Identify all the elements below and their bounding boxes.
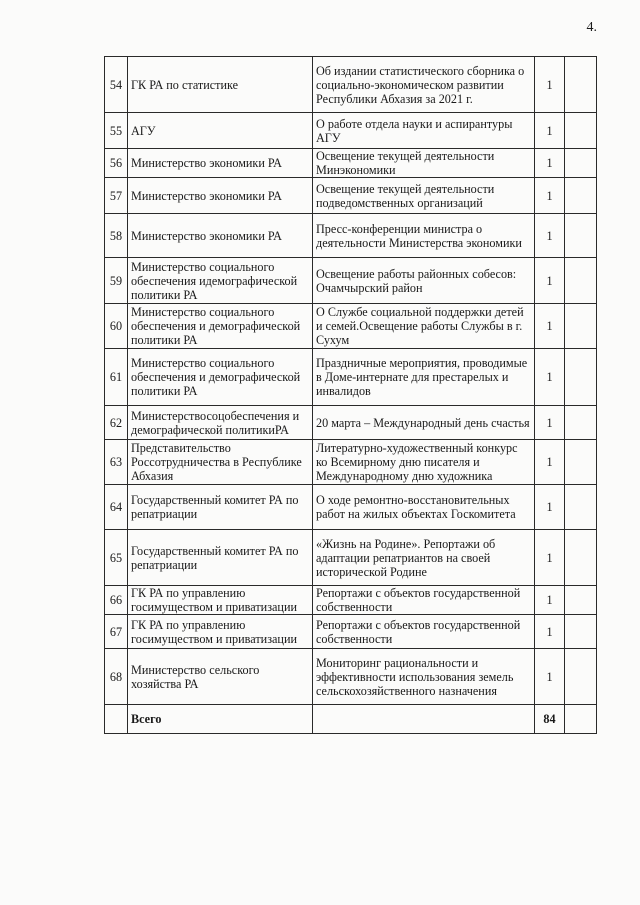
row-number: 66 <box>105 586 128 615</box>
row-extra-cell <box>565 214 597 258</box>
row-number: 59 <box>105 258 128 304</box>
row-extra-cell <box>565 258 597 304</box>
row-count: 1 <box>535 214 565 258</box>
row-topic: Об издании статистического сборника о социально-экономическом развитии Республики Абхазия за 2021 г. <box>313 57 535 113</box>
table-row <box>105 586 597 615</box>
row-organization: Государственный комитет РА по репатриации <box>128 530 313 586</box>
row-number: 67 <box>105 615 128 649</box>
row-topic: Репортажи с объектов государственной собственности <box>313 586 535 615</box>
row-organization: Представительство Россотрудничества в Республике Абхазия <box>128 440 313 485</box>
table-row <box>105 530 597 586</box>
row-count: 1 <box>535 149 565 178</box>
row-organization: Министерство сельского хозяйства РА <box>128 649 313 705</box>
row-topic: Пресс-конференции министра о деятельности Министерства экономики <box>313 214 535 258</box>
row-topic: Освещение текущей деятельности Минэкономики <box>313 149 535 178</box>
report-table <box>104 56 597 734</box>
row-organization: Министерство экономики РА <box>128 214 313 258</box>
row-extra-cell <box>565 649 597 705</box>
table-row <box>105 149 597 178</box>
row-extra-cell <box>565 530 597 586</box>
table-row <box>105 485 597 530</box>
table-row <box>105 214 597 258</box>
row-organization: Министерство социального обеспечения и демографической политики РА <box>128 349 313 406</box>
row-extra-cell <box>565 304 597 349</box>
row-organization: ГК РА по управлению госимуществом и приватизации <box>128 615 313 649</box>
total-extra-cell <box>565 705 597 734</box>
row-count: 1 <box>535 586 565 615</box>
total-count: 84 <box>535 705 565 734</box>
row-count: 1 <box>535 485 565 530</box>
row-count: 1 <box>535 178 565 214</box>
row-count: 1 <box>535 349 565 406</box>
total-num-cell <box>105 705 128 734</box>
row-organization: Министерство социального обеспечения идемографической политики РА <box>128 258 313 304</box>
table-row <box>105 440 597 485</box>
row-organization: АГУ <box>128 113 313 149</box>
row-organization: Министерствосоцобеспечения и демографической политикиРА <box>128 406 313 440</box>
row-topic: Освещение текущей деятельности подведомственных организаций <box>313 178 535 214</box>
table-row <box>105 304 597 349</box>
total-topic-cell <box>313 705 535 734</box>
row-number: 54 <box>105 57 128 113</box>
row-topic: О работе отдела науки и аспирантуры АГУ <box>313 113 535 149</box>
row-organization: ГК РА по статистике <box>128 57 313 113</box>
table-row <box>105 615 597 649</box>
row-topic: Освещение работы районных собесов: Очамчырский район <box>313 258 535 304</box>
row-number: 55 <box>105 113 128 149</box>
table-row <box>105 649 597 705</box>
total-row <box>105 705 597 734</box>
row-extra-cell <box>565 485 597 530</box>
table-row <box>105 113 597 149</box>
row-number: 63 <box>105 440 128 485</box>
row-count: 1 <box>535 258 565 304</box>
row-topic: Литературно-художественный конкурс ко Всемирному дню писателя и Международному дню художника <box>313 440 535 485</box>
row-count: 1 <box>535 440 565 485</box>
row-extra-cell <box>565 615 597 649</box>
row-organization: ГК РА по управлению госимуществом и приватизации <box>128 586 313 615</box>
total-label: Всего <box>128 705 313 734</box>
table-row <box>105 406 597 440</box>
row-topic: 20 марта – Международный день счастья <box>313 406 535 440</box>
page-number: 4. <box>586 20 597 35</box>
row-extra-cell <box>565 349 597 406</box>
row-count: 1 <box>535 649 565 705</box>
row-extra-cell <box>565 113 597 149</box>
row-organization: Министерство экономики РА <box>128 178 313 214</box>
row-number: 57 <box>105 178 128 214</box>
row-number: 58 <box>105 214 128 258</box>
row-topic: О ходе ремонтно-восстановительных работ на жилых объектах Госкомитета <box>313 485 535 530</box>
row-topic: О Службе социальной поддержки детей и семей.Освещение работы Службы в г. Сухум <box>313 304 535 349</box>
table-row <box>105 57 597 113</box>
row-organization: Министерство социального обеспечения и демографической политики РА <box>128 304 313 349</box>
row-organization: Государственный комитет РА по репатриации <box>128 485 313 530</box>
row-count: 1 <box>535 615 565 649</box>
row-topic: «Жизнь на Родине». Репортажи об адаптации репатриантов на своей исторической Родине <box>313 530 535 586</box>
row-number: 62 <box>105 406 128 440</box>
row-extra-cell <box>565 178 597 214</box>
row-extra-cell <box>565 57 597 113</box>
row-number: 68 <box>105 649 128 705</box>
row-topic: Мониторинг рациональности и эффективности использования земель сельскохозяйственного назначения <box>313 649 535 705</box>
row-topic: Репортажи с объектов государственной собственности <box>313 615 535 649</box>
row-count: 1 <box>535 113 565 149</box>
row-number: 65 <box>105 530 128 586</box>
table-body <box>105 57 597 734</box>
row-count: 1 <box>535 304 565 349</box>
row-extra-cell <box>565 440 597 485</box>
row-number: 60 <box>105 304 128 349</box>
row-extra-cell <box>565 586 597 615</box>
table-row <box>105 178 597 214</box>
row-number: 56 <box>105 149 128 178</box>
row-count: 1 <box>535 57 565 113</box>
row-topic: Праздничные мероприятия, проводимые в Доме-интернате для престарелых и инвалидов <box>313 349 535 406</box>
row-organization: Министерство экономики РА <box>128 149 313 178</box>
row-extra-cell <box>565 149 597 178</box>
row-number: 64 <box>105 485 128 530</box>
row-number: 61 <box>105 349 128 406</box>
row-extra-cell <box>565 406 597 440</box>
table-row <box>105 349 597 406</box>
row-count: 1 <box>535 406 565 440</box>
table-row <box>105 258 597 304</box>
row-count: 1 <box>535 530 565 586</box>
